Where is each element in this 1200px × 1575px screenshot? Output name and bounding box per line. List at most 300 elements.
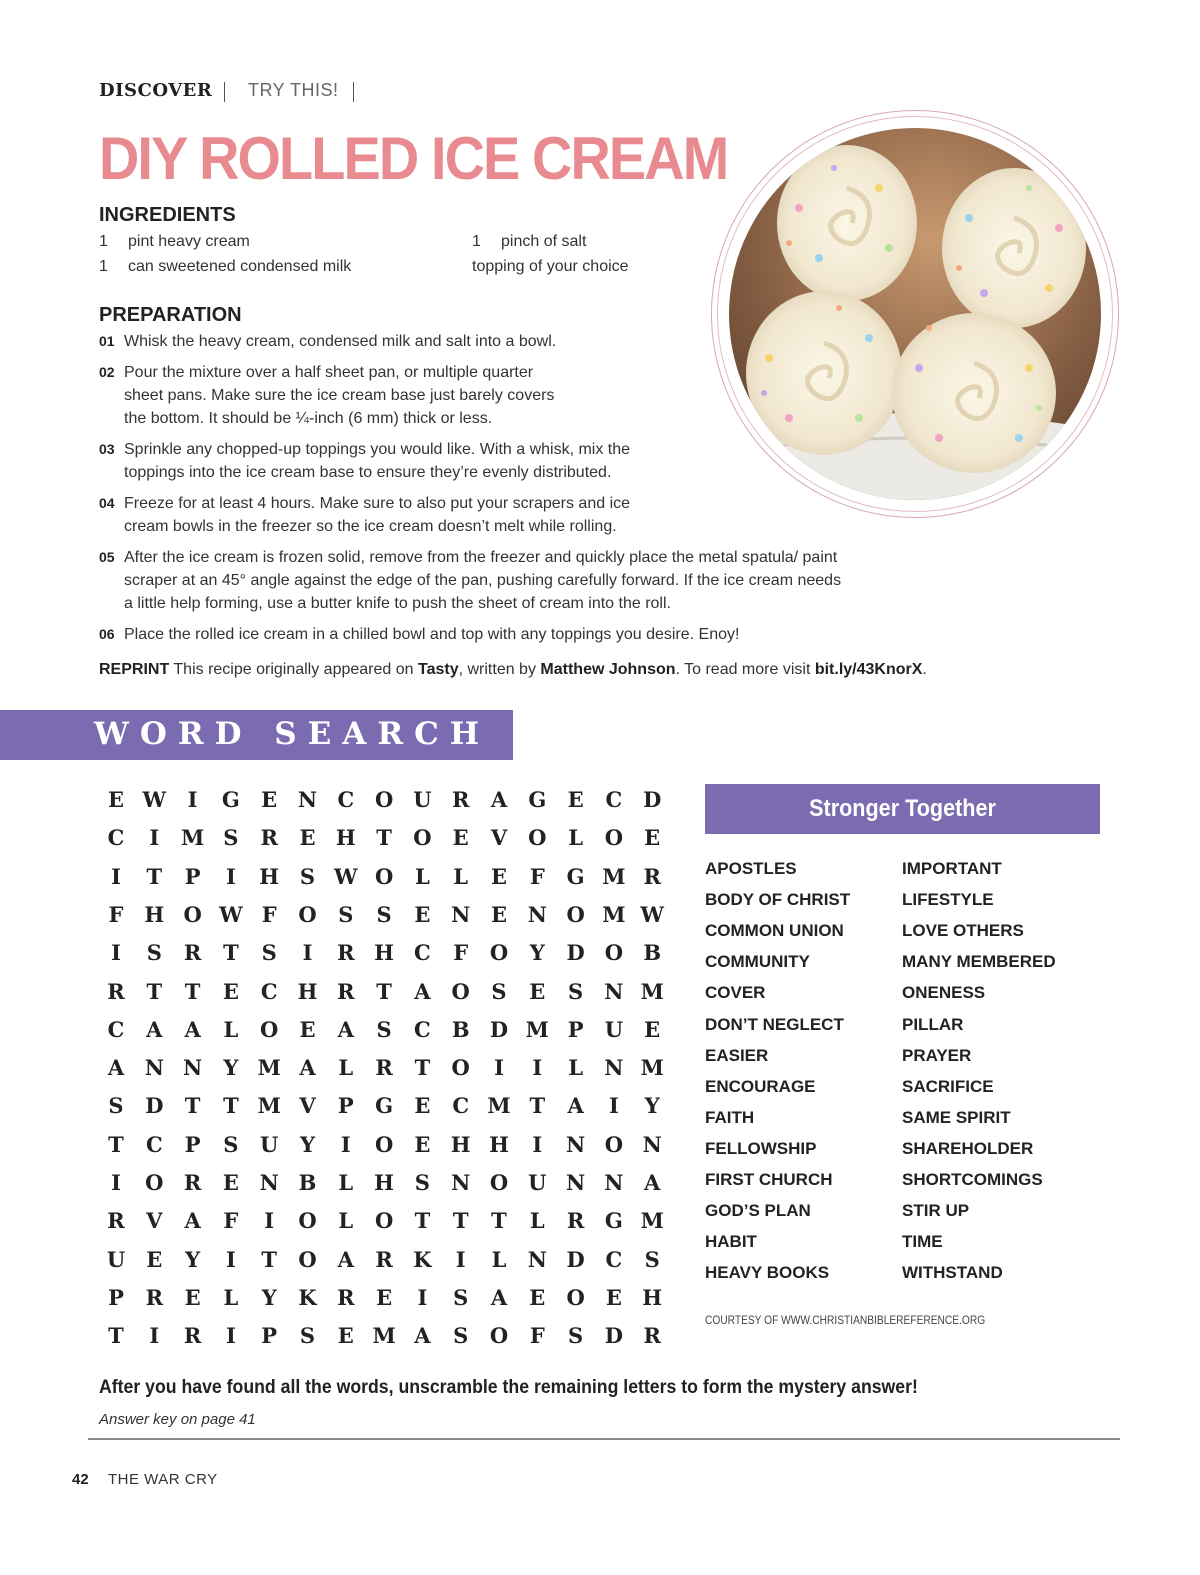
grid-letter[interactable]: I bbox=[149, 1323, 160, 1349]
grid-letter[interactable]: S bbox=[453, 1323, 469, 1349]
grid-letter[interactable]: Y bbox=[644, 1093, 660, 1119]
grid-letter[interactable]: L bbox=[338, 1170, 354, 1195]
grid-letter[interactable]: L bbox=[491, 1246, 507, 1272]
grid-letter[interactable]: R bbox=[643, 1323, 661, 1349]
step-text: Place the rolled ice cream in a chilled bowl and top with any toppings you desire. Enoy! bbox=[124, 626, 740, 643]
grid-letter[interactable]: R bbox=[566, 1208, 585, 1234]
word-list-item: FIRST CHURCH bbox=[705, 1170, 833, 1189]
grid-letter[interactable]: A bbox=[414, 978, 431, 1004]
grid-letter[interactable]: R bbox=[375, 1246, 393, 1272]
grid-letter[interactable]: I bbox=[187, 787, 198, 812]
grid-letter[interactable]: I bbox=[111, 940, 121, 966]
grid-letter[interactable]: T bbox=[108, 1131, 124, 1157]
word-list-item: ONENESS bbox=[902, 983, 986, 1003]
grid-letter[interactable]: N bbox=[451, 1170, 471, 1195]
grid-letter[interactable]: O bbox=[604, 1131, 624, 1157]
grid-letter[interactable]: P bbox=[108, 1284, 124, 1310]
ingredient-text: pint heavy cream bbox=[128, 233, 250, 250]
divider bbox=[353, 82, 354, 102]
grid-letter[interactable]: G bbox=[604, 1208, 623, 1234]
grid-letter[interactable]: R bbox=[260, 825, 278, 851]
grid-letter[interactable]: O bbox=[374, 1131, 394, 1157]
word-list-item: SHORTCOMINGS bbox=[902, 1170, 1043, 1189]
grid-letter[interactable]: A bbox=[337, 1246, 354, 1272]
grid-letter[interactable]: H bbox=[374, 1170, 395, 1195]
grid-letter[interactable]: L bbox=[568, 825, 583, 851]
section-label: DISCOVER bbox=[99, 80, 213, 101]
word-list-item: PRAYER bbox=[902, 1045, 972, 1065]
grid-letter[interactable]: N bbox=[527, 1246, 547, 1272]
grid-letter[interactable]: H bbox=[450, 1131, 471, 1157]
grid-letter[interactable]: Y bbox=[185, 1246, 201, 1272]
grid-letter[interactable]: A bbox=[644, 1170, 661, 1195]
grid-letter[interactable]: R bbox=[337, 940, 355, 966]
preparation-step bbox=[99, 361, 574, 430]
grid-letter[interactable]: E bbox=[490, 901, 507, 927]
grid-letter[interactable]: O bbox=[489, 1170, 509, 1195]
grid-letter[interactable]: C bbox=[107, 825, 125, 851]
grid-letter[interactable]: T bbox=[376, 978, 392, 1004]
grid-letter[interactable]: P bbox=[184, 863, 201, 889]
grid-letter[interactable]: O bbox=[374, 1208, 394, 1234]
grid-letter[interactable]: A bbox=[490, 787, 508, 812]
grid-letter[interactable]: A bbox=[184, 1016, 201, 1042]
grid-letter[interactable]: R bbox=[107, 978, 125, 1004]
grid-letter[interactable]: M bbox=[640, 1208, 664, 1234]
grid-letter[interactable]: W bbox=[334, 863, 358, 889]
grid-letter[interactable]: H bbox=[374, 940, 395, 966]
grid-letter[interactable]: P bbox=[261, 1323, 278, 1349]
grid-letter[interactable]: I bbox=[340, 1131, 351, 1157]
grid-letter[interactable]: I bbox=[111, 1170, 121, 1195]
grid-letter[interactable]: I bbox=[302, 940, 313, 966]
word-list-item: COMMUNITY bbox=[705, 952, 810, 972]
grid-letter[interactable]: U bbox=[413, 787, 432, 812]
grid-letter[interactable]: F bbox=[223, 1208, 239, 1234]
word-list-item: LOVE OTHERS bbox=[902, 921, 1024, 941]
grid-letter[interactable]: S bbox=[299, 1323, 316, 1349]
grid-letter[interactable]: T bbox=[184, 978, 201, 1004]
grid-letter[interactable]: O bbox=[145, 1170, 164, 1195]
grid-letter[interactable]: G bbox=[566, 863, 585, 889]
grid-letter[interactable]: T bbox=[146, 863, 163, 889]
grid-letter[interactable]: F bbox=[529, 863, 545, 889]
grid-letter[interactable]: N bbox=[144, 1055, 164, 1081]
grid-letter[interactable]: L bbox=[529, 1208, 545, 1234]
grid-letter[interactable]: G bbox=[375, 1093, 394, 1119]
grid-letter[interactable]: E bbox=[529, 1284, 546, 1310]
grid-letter[interactable]: N bbox=[604, 1170, 624, 1195]
grid-letter[interactable]: M bbox=[257, 1055, 281, 1081]
grid-letter[interactable]: R bbox=[145, 1284, 164, 1310]
grid-letter[interactable]: H bbox=[642, 1284, 663, 1310]
grid-letter[interactable]: M bbox=[525, 1016, 549, 1042]
grid-letter[interactable]: V bbox=[490, 825, 508, 851]
grid-letter[interactable]: A bbox=[567, 1093, 584, 1119]
grid-letter[interactable]: O bbox=[298, 1246, 317, 1272]
grid-letter[interactable]: S bbox=[338, 901, 354, 927]
grid-letter[interactable]: S bbox=[146, 940, 162, 966]
grid-letter[interactable]: S bbox=[376, 901, 392, 927]
grid-letter[interactable]: N bbox=[527, 901, 547, 927]
grid-letter[interactable]: C bbox=[452, 1093, 470, 1119]
grid-letter[interactable]: U bbox=[106, 1246, 126, 1272]
grid-letter[interactable]: O bbox=[374, 787, 394, 812]
word-list-item: WITHSTAND bbox=[902, 1263, 1003, 1283]
ingredient-text: pinch of salt bbox=[501, 233, 587, 250]
grid-letter[interactable]: M bbox=[487, 1093, 511, 1119]
grid-letter[interactable]: O bbox=[374, 863, 394, 889]
grid-letter[interactable]: N bbox=[604, 978, 624, 1004]
grid-letter[interactable]: O bbox=[451, 978, 470, 1004]
grid-letter[interactable]: T bbox=[261, 1246, 277, 1272]
preparation-step bbox=[99, 492, 664, 538]
step-text: Pour the mixture over a half sheet pan, or multiple quarter sheet pans. Make sure the ice cream base just barely covers the bottom. It should be ¼-inch (6 mm) thick or less. bbox=[124, 364, 555, 427]
courtesy-credit: COURTESY OF WWW.CHRISTIANBIBLEREFERENCE.ORG bbox=[705, 1313, 986, 1327]
grid-letter[interactable]: E bbox=[567, 787, 584, 812]
grid-letter[interactable]: S bbox=[491, 978, 507, 1004]
grid-letter[interactable]: S bbox=[568, 978, 584, 1004]
grid-letter[interactable]: W bbox=[219, 901, 243, 927]
grid-letter[interactable]: R bbox=[183, 1170, 202, 1195]
grid-letter[interactable]: S bbox=[376, 1016, 392, 1042]
grid-letter[interactable]: E bbox=[299, 1016, 316, 1042]
grid-letter[interactable]: E bbox=[376, 1284, 393, 1310]
word-list-item: LIFESTYLE bbox=[902, 890, 994, 910]
grid-letter[interactable]: O bbox=[528, 825, 547, 851]
grid-letter[interactable]: S bbox=[223, 825, 239, 851]
grid-letter[interactable]: C bbox=[260, 978, 278, 1004]
grid-letter[interactable]: A bbox=[299, 1055, 316, 1081]
grid-letter[interactable]: S bbox=[261, 940, 277, 966]
grid-letter[interactable]: E bbox=[337, 1323, 354, 1349]
grid-letter[interactable]: H bbox=[335, 825, 356, 851]
word-list-item: MANY MEMBERED bbox=[902, 952, 1056, 972]
grid-letter[interactable]: I bbox=[225, 863, 236, 889]
grid-letter[interactable]: I bbox=[494, 1055, 504, 1081]
reprint-source: Tasty bbox=[417, 661, 459, 678]
grid-letter[interactable]: E bbox=[414, 901, 431, 927]
word-list-item: ENCOURAGE bbox=[705, 1076, 816, 1096]
grid-letter[interactable]: M bbox=[640, 978, 664, 1004]
grid-letter[interactable]: F bbox=[453, 940, 469, 966]
grid-letter[interactable]: I bbox=[608, 1093, 619, 1119]
reprint-text: This recipe originally appeared on bbox=[169, 661, 418, 678]
grid-letter[interactable]: E bbox=[644, 1016, 661, 1042]
grid-letter[interactable]: M bbox=[602, 901, 626, 927]
word-list-item: SHAREHOLDER bbox=[902, 1138, 1034, 1158]
grid-letter[interactable]: E bbox=[107, 787, 124, 812]
grid-letter[interactable]: H bbox=[489, 1131, 509, 1157]
ingredient-item bbox=[472, 258, 629, 276]
grid-letter[interactable]: R bbox=[183, 940, 202, 966]
grid-letter[interactable]: Y bbox=[223, 1055, 239, 1081]
grid-letter[interactable]: D bbox=[489, 1016, 509, 1042]
reprint-author: Matthew Johnson bbox=[540, 661, 676, 678]
grid-letter[interactable]: L bbox=[223, 1016, 239, 1042]
preparation-step bbox=[99, 623, 844, 646]
grid-letter[interactable]: R bbox=[375, 1055, 393, 1081]
grid-letter[interactable]: C bbox=[107, 1016, 125, 1042]
grid-letter[interactable]: W bbox=[640, 901, 664, 927]
grid-letter[interactable]: O bbox=[489, 940, 509, 966]
grid-letter[interactable]: S bbox=[644, 1246, 660, 1272]
step-text: After the ice cream is frozen solid, remove from the freezer and quickly place the metal spatula/ paint scraper at an 45° angle against the edge of the pan, pushing carefully forward. If the ice cream needs a little help forming, use a butter knife to push the sheet of cream into the roll. bbox=[124, 549, 842, 612]
grid-letter[interactable]: E bbox=[222, 978, 239, 1004]
ingredient-qty: 1 bbox=[99, 233, 108, 250]
grid-letter[interactable]: C bbox=[605, 1246, 623, 1272]
page-number: 42 bbox=[72, 1471, 89, 1488]
grid-letter[interactable]: I bbox=[264, 1208, 275, 1234]
grid-letter[interactable]: D bbox=[604, 1323, 623, 1349]
grid-letter[interactable]: C bbox=[337, 787, 355, 812]
grid-letter[interactable]: S bbox=[414, 1170, 430, 1195]
grid-letter[interactable]: O bbox=[604, 940, 624, 966]
puzzle-instruction: After you have found all the words, unscramble the remaining letters to form the mystery answer! bbox=[99, 1377, 918, 1398]
grid-letter[interactable]: R bbox=[107, 1208, 125, 1234]
grid-letter[interactable]: U bbox=[604, 1016, 624, 1042]
grid-letter[interactable]: L bbox=[223, 1284, 239, 1310]
grid-letter[interactable]: E bbox=[529, 978, 546, 1004]
grid-letter[interactable]: A bbox=[184, 1208, 201, 1234]
grid-letter[interactable]: A bbox=[414, 1323, 431, 1349]
grid-letter[interactable]: I bbox=[225, 1323, 236, 1349]
grid-letter[interactable]: T bbox=[414, 1208, 431, 1234]
ingredients-heading: INGREDIENTS bbox=[99, 204, 236, 226]
preparation-step bbox=[99, 546, 844, 615]
grid-letter[interactable]: R bbox=[183, 1323, 202, 1349]
grid-letter[interactable]: C bbox=[414, 940, 431, 966]
grid-letter[interactable]: M bbox=[640, 1055, 664, 1081]
word-list-item: PILLAR bbox=[902, 1014, 964, 1034]
word-list-item: TIME bbox=[902, 1232, 943, 1252]
grid-letter[interactable]: E bbox=[184, 1284, 201, 1310]
grid-letter[interactable]: T bbox=[223, 940, 239, 966]
grid-letter[interactable]: L bbox=[338, 1208, 354, 1234]
grid-letter[interactable]: T bbox=[529, 1093, 546, 1119]
grid-letter[interactable]: G bbox=[528, 787, 547, 812]
preparation-step bbox=[99, 438, 669, 484]
grid-letter[interactable]: A bbox=[107, 1055, 125, 1081]
grid-letter[interactable]: U bbox=[528, 1170, 547, 1195]
step-number: 01 bbox=[99, 333, 115, 349]
grid-letter[interactable]: B bbox=[298, 1170, 317, 1195]
grid-letter[interactable]: D bbox=[145, 1093, 164, 1119]
grid-letter[interactable]: L bbox=[415, 863, 430, 889]
answer-key-note: Answer key on page 41 bbox=[99, 1411, 256, 1428]
step-text: Freeze for at least 4 hours. Make sure to also put your scrapers and ice cream bowls in the freezer so the ice cream doesn’t melt while rolling. bbox=[124, 495, 631, 535]
grid-letter[interactable]: B bbox=[643, 940, 662, 966]
word-list-item: HABIT bbox=[705, 1232, 757, 1252]
grid-letter[interactable]: M bbox=[180, 825, 205, 851]
grid-letter[interactable]: N bbox=[451, 901, 471, 927]
grid-letter[interactable]: E bbox=[222, 1170, 239, 1195]
grid-letter[interactable]: L bbox=[568, 1055, 583, 1081]
publication-name: THE WAR CRY bbox=[108, 1471, 218, 1488]
grid-letter[interactable]: T bbox=[223, 1093, 239, 1119]
grid-letter[interactable]: T bbox=[491, 1208, 507, 1234]
grid-letter[interactable]: A bbox=[337, 1016, 354, 1042]
grid-letter[interactable]: O bbox=[260, 1016, 279, 1042]
grid-letter[interactable]: E bbox=[261, 787, 278, 812]
word-list-item: APOSTLES bbox=[705, 859, 797, 878]
grid-letter[interactable]: Y bbox=[261, 1284, 277, 1310]
grid-letter[interactable]: U bbox=[260, 1131, 279, 1157]
grid-letter[interactable]: N bbox=[565, 1131, 586, 1157]
grid-letter[interactable]: B bbox=[451, 1016, 470, 1042]
grid-letter[interactable]: C bbox=[605, 787, 623, 812]
grid-letter[interactable]: M bbox=[372, 1323, 396, 1349]
grid-letter[interactable]: D bbox=[643, 787, 662, 812]
grid-letter[interactable]: S bbox=[453, 1284, 469, 1310]
grid-letter[interactable]: K bbox=[298, 1284, 317, 1310]
grid-letter[interactable]: C bbox=[145, 1131, 163, 1157]
reprint-link: bit.ly/43KnorX bbox=[814, 661, 923, 678]
grid-letter[interactable]: I bbox=[532, 1131, 543, 1157]
step-number: 05 bbox=[99, 549, 115, 565]
word-list-item: BODY OF CHRIST bbox=[705, 890, 851, 910]
grid-letter[interactable]: S bbox=[108, 1093, 124, 1119]
word-list-title: Stronger Together bbox=[809, 795, 996, 822]
grid-letter[interactable]: A bbox=[490, 1284, 508, 1310]
grid-letter[interactable]: E bbox=[490, 863, 507, 889]
grid-letter[interactable]: E bbox=[299, 825, 316, 851]
grid-letter[interactable]: F bbox=[261, 901, 277, 927]
grid-letter[interactable]: O bbox=[413, 825, 432, 851]
grid-letter[interactable]: R bbox=[337, 1284, 355, 1310]
grid-letter[interactable]: T bbox=[108, 1323, 124, 1349]
word-list-item: FAITH bbox=[705, 1107, 755, 1127]
grid-letter[interactable]: N bbox=[259, 1170, 279, 1195]
grid-letter[interactable]: P bbox=[567, 1016, 584, 1042]
reprint-text: , written by bbox=[458, 661, 541, 678]
grid-letter[interactable]: S bbox=[299, 863, 316, 889]
grid-letter[interactable]: V bbox=[146, 1208, 163, 1234]
ice-cream-photo bbox=[729, 128, 1101, 500]
grid-letter[interactable]: T bbox=[146, 978, 163, 1004]
grid-letter[interactable]: E bbox=[414, 1093, 431, 1119]
recipe-title: DIY ROLLED ICE CREAM bbox=[99, 125, 728, 192]
word-search-title: WORD SEARCH bbox=[94, 716, 491, 752]
grid-letter[interactable]: O bbox=[566, 901, 585, 927]
grid-letter[interactable]: T bbox=[376, 825, 392, 851]
grid-letter[interactable]: O bbox=[604, 825, 624, 851]
grid-letter[interactable]: N bbox=[642, 1131, 662, 1157]
grid-letter[interactable]: I bbox=[455, 1246, 466, 1272]
ingredient-item bbox=[99, 233, 250, 251]
divider bbox=[224, 82, 225, 102]
grid-letter[interactable]: T bbox=[452, 1208, 469, 1234]
grid-letter[interactable]: K bbox=[413, 1246, 432, 1272]
grid-letter[interactable]: N bbox=[182, 1055, 203, 1081]
grid-letter[interactable]: H bbox=[144, 901, 165, 927]
grid-letter[interactable]: R bbox=[643, 863, 661, 889]
grid-letter[interactable]: I bbox=[417, 1284, 428, 1310]
ingredient-item bbox=[99, 258, 351, 276]
grid-letter[interactable]: L bbox=[453, 863, 469, 889]
word-list-item: IMPORTANT bbox=[902, 859, 1002, 878]
grid-letter[interactable]: P bbox=[337, 1093, 354, 1119]
grid-letter[interactable]: N bbox=[604, 1055, 624, 1081]
grid-letter[interactable]: I bbox=[111, 863, 121, 889]
grid-letter[interactable]: D bbox=[566, 940, 585, 966]
word-list-item: HEAVY BOOKS bbox=[705, 1263, 830, 1283]
reprint-credit bbox=[99, 661, 927, 679]
step-number: 06 bbox=[99, 626, 115, 642]
word-list-item: DON’T NEGLECT bbox=[705, 1014, 844, 1034]
grid-letter[interactable]: E bbox=[452, 825, 469, 851]
footer-rule bbox=[88, 1438, 1120, 1440]
grid-letter[interactable]: H bbox=[259, 863, 280, 889]
grid-letter[interactable]: P bbox=[184, 1131, 201, 1157]
grid-letter[interactable]: W bbox=[142, 787, 167, 812]
grid-letter[interactable]: S bbox=[568, 1323, 584, 1349]
grid-letter[interactable]: E bbox=[414, 1131, 431, 1157]
grid-letter[interactable]: E bbox=[605, 1284, 622, 1310]
grid-letter[interactable]: I bbox=[149, 825, 160, 851]
grid-letter[interactable]: Y bbox=[529, 940, 545, 966]
grid-letter[interactable]: H bbox=[297, 978, 318, 1004]
ingredient-qty: 1 bbox=[99, 258, 108, 275]
grid-letter[interactable]: Y bbox=[300, 1131, 315, 1157]
ingredient-text: can sweetened condensed milk bbox=[128, 258, 352, 275]
grid-letter[interactable]: O bbox=[451, 1055, 470, 1081]
grid-letter[interactable]: C bbox=[414, 1016, 431, 1042]
grid-letter[interactable]: A bbox=[146, 1016, 163, 1042]
ingredient-qty: 1 bbox=[472, 233, 481, 250]
grid-letter[interactable]: O bbox=[298, 901, 317, 927]
word-list-item: SACRIFICE bbox=[902, 1076, 994, 1096]
preparation-heading: PREPARATION bbox=[99, 304, 242, 326]
grid-letter[interactable]: E bbox=[644, 825, 661, 851]
grid-letter[interactable]: I bbox=[532, 1055, 543, 1081]
grid-letter[interactable]: F bbox=[529, 1323, 545, 1349]
grid-letter[interactable]: M bbox=[257, 1093, 281, 1119]
reprint-label: REPRINT bbox=[99, 661, 170, 678]
ingredient-text: topping of your choice bbox=[472, 258, 629, 275]
step-number: 03 bbox=[99, 441, 115, 457]
subsection-label: TRY THIS! bbox=[248, 80, 339, 100]
word-list-item: COMMON UNION bbox=[705, 921, 844, 941]
grid-letter[interactable]: L bbox=[338, 1055, 354, 1081]
grid-letter[interactable]: F bbox=[108, 901, 124, 927]
ingredient-item bbox=[472, 233, 586, 251]
grid-letter[interactable]: V bbox=[299, 1093, 316, 1119]
word-list-item: FELLOWSHIP bbox=[705, 1138, 817, 1158]
preparation-step bbox=[99, 330, 659, 353]
grid-letter[interactable]: O bbox=[489, 1323, 509, 1349]
word-list-item: EASIER bbox=[705, 1045, 769, 1065]
grid-letter[interactable]: T bbox=[184, 1093, 201, 1119]
grid-letter[interactable]: R bbox=[451, 787, 470, 812]
grid-letter[interactable]: S bbox=[223, 1131, 239, 1157]
grid-letter[interactable]: O bbox=[566, 1284, 585, 1310]
grid-letter[interactable]: O bbox=[298, 1208, 317, 1234]
grid-letter[interactable]: I bbox=[225, 1246, 236, 1272]
grid-letter[interactable]: M bbox=[602, 863, 626, 889]
grid-letter[interactable]: R bbox=[337, 978, 355, 1004]
word-list-item: COVER bbox=[705, 983, 766, 1003]
grid-letter[interactable]: N bbox=[297, 787, 318, 812]
grid-letter[interactable]: N bbox=[565, 1170, 586, 1195]
grid-letter[interactable]: E bbox=[146, 1246, 163, 1272]
grid-letter[interactable]: O bbox=[183, 901, 202, 927]
grid-letter[interactable]: T bbox=[414, 1055, 431, 1081]
step-number: 04 bbox=[99, 495, 115, 511]
grid-letter[interactable]: G bbox=[221, 787, 240, 812]
word-list-item: SAME SPIRIT bbox=[902, 1107, 1011, 1127]
grid-letter[interactable]: D bbox=[566, 1246, 585, 1272]
